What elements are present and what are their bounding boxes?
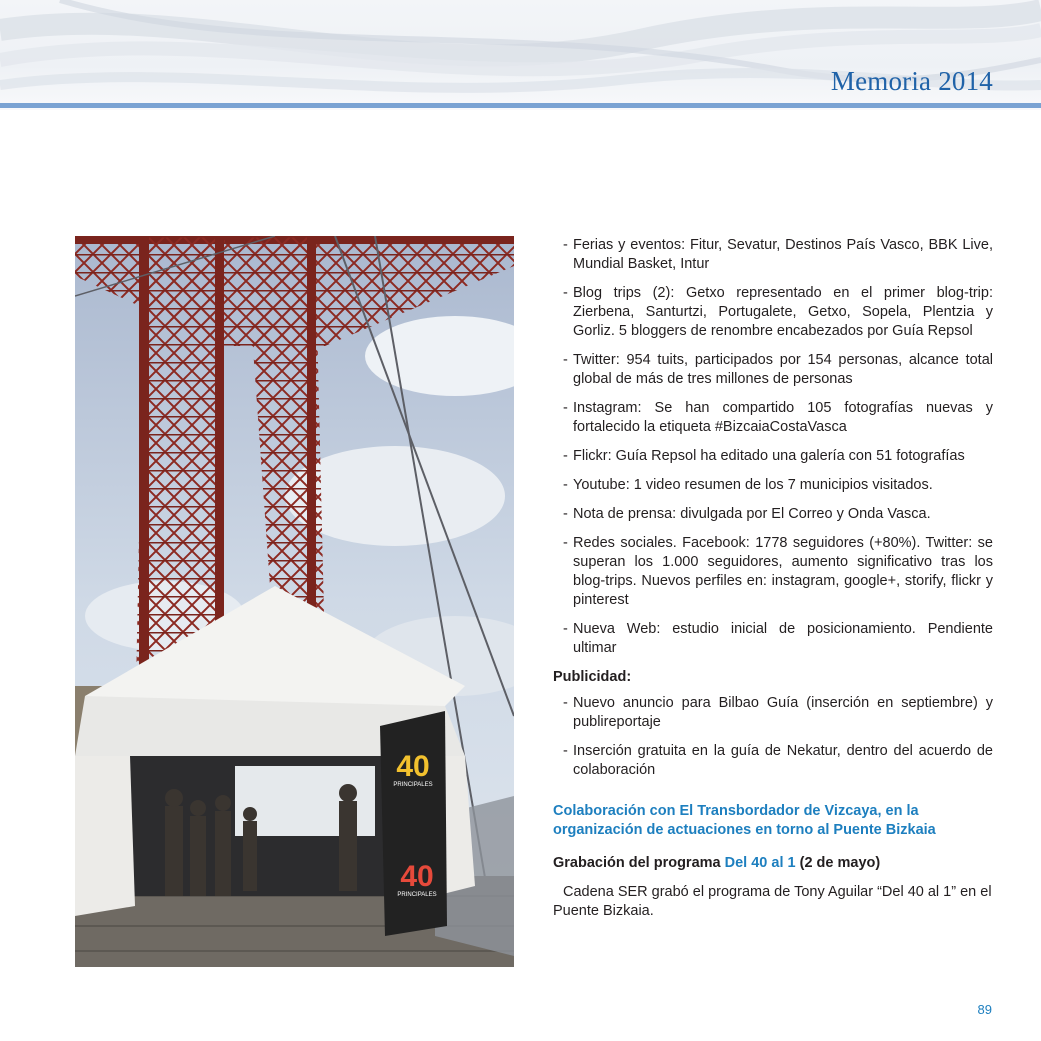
- grabacion-heading: [553, 854, 993, 873]
- page-header: [0, 0, 1041, 110]
- list-item: - Blog trips (2): Getxo representado en el primer blog-trip: Zierbena, Santurtzi, Portugalete, Getxo, Sopela, Plentzia y Gorliz. 5 bloggers de renombre encabezados por Guía Repsol: [563, 285, 993, 339]
- list-item: - Instagram: Se han compartido 105 fotografías nuevas y fortalecido la etiqueta #BizcaiaCostaVasca: [563, 400, 993, 435]
- svg-text:PRINCIPALES: PRINCIPALES: [393, 782, 433, 788]
- list-item: - Redes sociales. Facebook: 1778 seguidores (+80%). Twitter: se superan los 1.000 seguidores, aumento significativo tras los blog-trips. Nuevos perfiles en: instagram, google+, storify, flickr y pinterest: [563, 535, 993, 608]
- svg-text:PRINCIPALES: PRINCIPALES: [397, 892, 437, 898]
- list-item: - Ferias y eventos: Fitur, Sevatur, Destinos País Vasco, BBK Live, Mundial Basket, Intur: [563, 237, 993, 272]
- colaboracion-heading: Colaboración con El Transbordador de Vizcaya, en la organización de actuaciones en torno al Puente Bizkaia: [553, 803, 936, 838]
- page-number: 89: [977, 1002, 992, 1017]
- grabacion-paragraph: Cadena SER grabó el programa de Tony Aguilar “Del 40 al 1” en el Puente Bizkaia.: [553, 884, 992, 919]
- list-item: - Inserción gratuita en la guía de Nekatur, dentro del acuerdo de colaboración: [563, 743, 993, 778]
- publicidad-heading: Publicidad:: [553, 669, 632, 685]
- list-item: - Nota de prensa: divulgada por El Correo y Onda Vasca.: [563, 506, 931, 522]
- svg-text:40: 40: [400, 860, 434, 893]
- list-item: - Nueva Web: estudio inicial de posicionamiento. Pendiente ultimar: [563, 621, 993, 656]
- list-item: - Nuevo anuncio para Bilbao Guía (inserción en septiembre) y publireportaje: [563, 695, 993, 730]
- header-rule: [0, 103, 1041, 108]
- list-item: - Youtube: 1 video resumen de los 7 municipios visitados.: [563, 477, 933, 493]
- grabacion-heading-prefix: Grabación del programa: [553, 855, 721, 871]
- program-name: Del 40 al 1: [724, 855, 796, 871]
- grabacion-date: (2 de mayo): [799, 855, 881, 871]
- svg-text:40: 40: [396, 750, 430, 783]
- header-title: Memoria 2014: [830, 66, 993, 96]
- publicidad-list: [553, 694, 993, 780]
- event-photo: [75, 236, 514, 967]
- activity-list: [553, 236, 993, 658]
- text-column: [553, 236, 993, 921]
- list-item: - Twitter: 954 tuits, participados por 154 personas, alcance total global de más de tres millones de personas: [563, 352, 993, 387]
- list-item: - Flickr: Guía Repsol ha editado una galería con 51 fotografías: [563, 448, 965, 464]
